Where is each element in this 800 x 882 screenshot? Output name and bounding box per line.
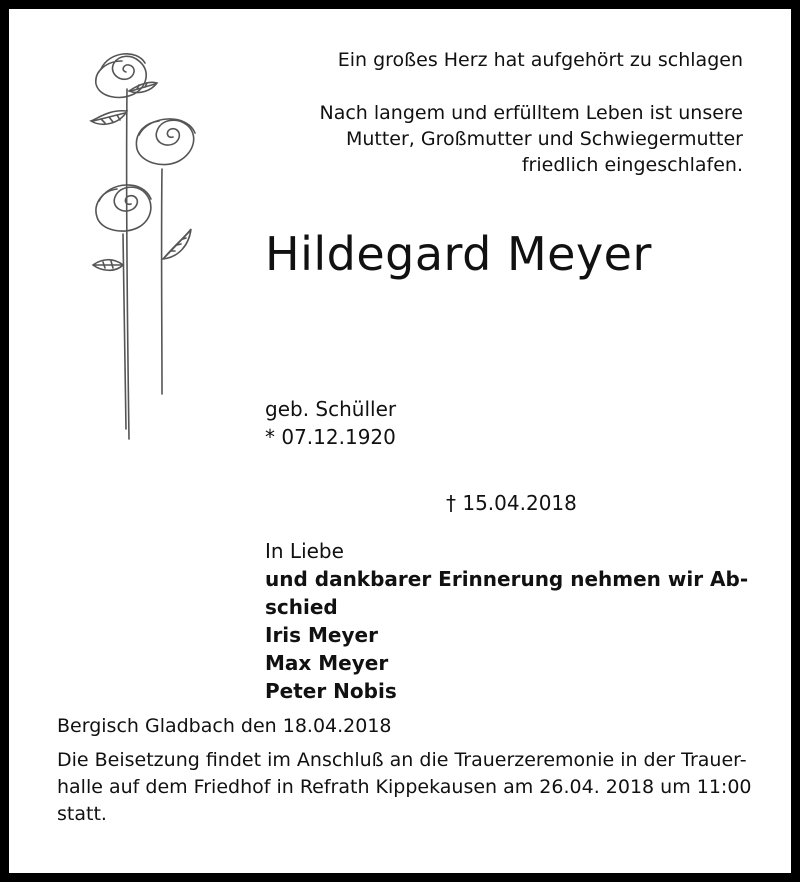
header-line: Nach langem und erfülltem Leben ist unsere [319,102,743,124]
deceased-name: Hildegard Meyer [265,227,652,281]
header-text [223,47,743,178]
mourner-name: Max Meyer [265,651,389,675]
funeral-note-line: Die Beisetzung findet im Anschluß an die Trauerzeremonie in der Trauer- [57,749,747,771]
birth-date: * 07.12.1920 [265,425,396,449]
funeral-note [57,747,767,828]
mourners-intro: und dankbarer Erinnerung nehmen wir Ab- [265,567,749,591]
header-line: Mutter, Großmutter und Schwiegermutter [345,128,743,150]
place-date: Bergisch Gladbach den 18.04.2018 [57,715,392,737]
mourner-name: Peter Nobis [265,679,397,703]
funeral-note-line: statt. [57,803,107,825]
maiden-name: geb. Schüller [265,397,397,421]
mourner-name: Iris Meyer [265,623,378,647]
mourners-block [265,537,748,705]
death-date: † 15.04.2018 [446,491,577,515]
header-line: Ein großes Herz hat aufgehört zu schlagen [337,49,743,71]
funeral-note-line: halle auf dem Friedhof in Refrath Kippekausen am 26.04. 2018 um 11:00 [57,776,752,798]
mourners-intro: schied [265,595,338,619]
mourners-intro: In Liebe [265,539,344,563]
header-line: friedlich eingeschlafen. [521,154,743,176]
birth-info [265,395,396,451]
roses-illustration [79,39,219,449]
